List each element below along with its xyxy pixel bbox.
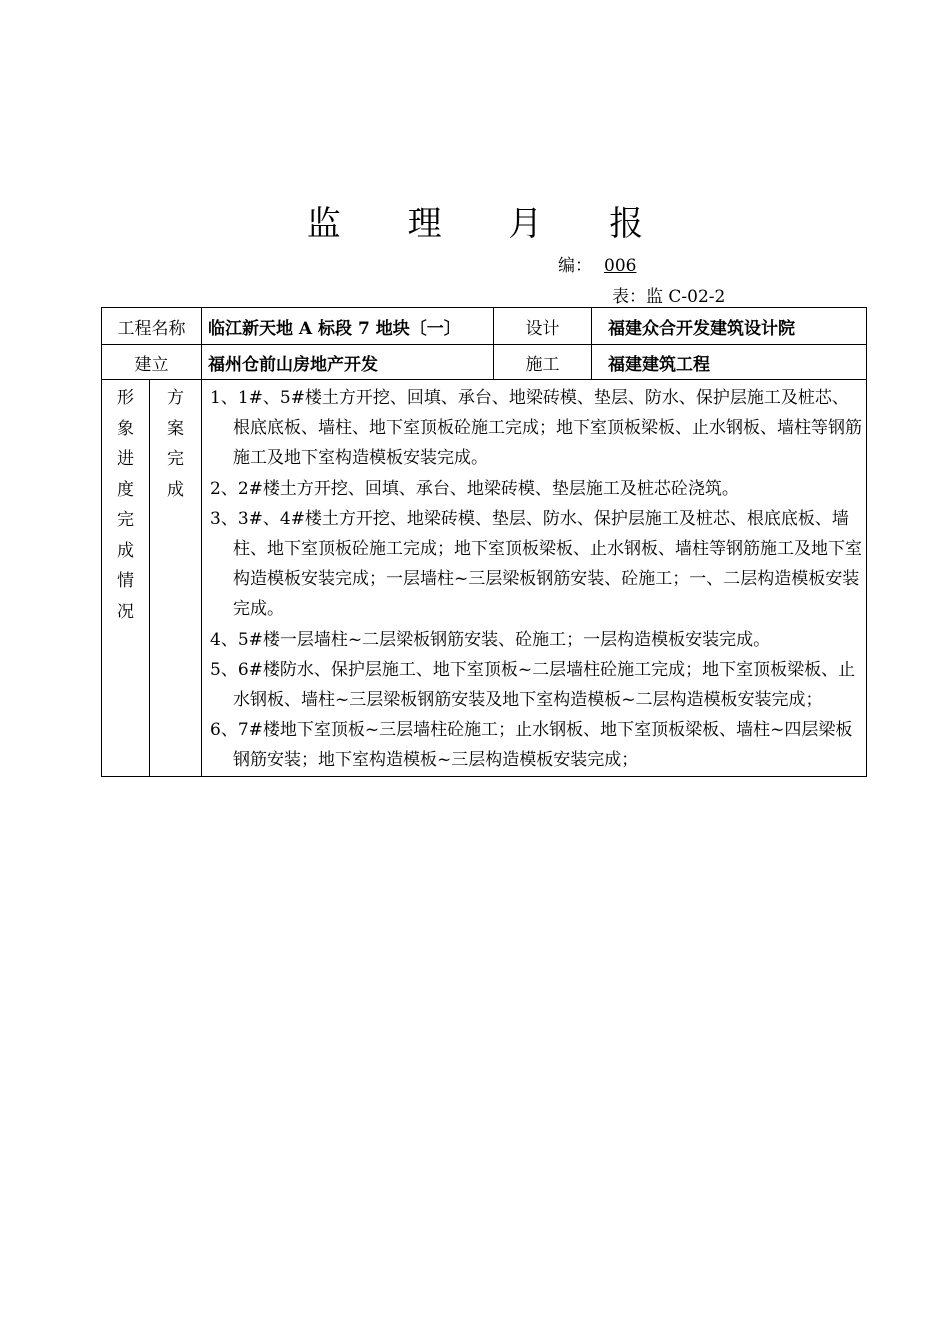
project-name-value: 临江新天地 A 标段 7 地块〔一〕 bbox=[202, 308, 494, 345]
progress-item: 6、7#楼地下室顶板~三层墙柱砼施工；止水钢板、地下室顶板梁板、墙柱~四层梁板钢筋安装；地下室构造模板~三层构造模板安装完成； bbox=[210, 720, 853, 771]
progress-content bbox=[202, 380, 867, 777]
table-row bbox=[102, 345, 867, 380]
progress-section-label bbox=[102, 380, 150, 777]
label-char: 进 bbox=[117, 449, 134, 469]
owner-value: 福州仓前山房地产开发 bbox=[202, 345, 494, 380]
progress-item: 2、2#楼土方开挖、回填、承台、地梁砖模、垫层施工及桩芯砼浇筑。 bbox=[210, 478, 739, 499]
serial-label: 编： bbox=[558, 256, 592, 276]
label-char: 成 bbox=[117, 540, 134, 561]
label-char: 情 bbox=[117, 571, 134, 591]
page-title: 监 理 月 报 bbox=[306, 204, 672, 244]
owner-label: 建立 bbox=[102, 345, 202, 380]
label-char: 案 bbox=[167, 418, 184, 439]
label-char: 象 bbox=[117, 418, 134, 439]
serial-number bbox=[558, 251, 644, 276]
serial-value: 006 bbox=[604, 256, 637, 276]
label-char: 完 bbox=[167, 449, 184, 469]
label-char: 度 bbox=[117, 479, 134, 500]
design-label: 设计 bbox=[494, 308, 592, 345]
plan-completion-label bbox=[150, 380, 202, 777]
report-table bbox=[101, 307, 867, 777]
label-char: 完 bbox=[117, 510, 134, 530]
progress-item: 5、6#楼防水、保护层施工、地下室顶板~二层墙柱砼施工完成；地下室顶板梁板、止水钢板、墙柱~三层梁板钢筋安装及地下室构造模板~二层构造模板安装完成； bbox=[210, 659, 856, 711]
progress-item: 4、5#楼一层墙柱~二层梁板钢筋安装、砼施工；一层构造模板安装完成。 bbox=[210, 629, 771, 650]
table-row bbox=[102, 380, 867, 777]
form-number: 表：监 C-02-2 bbox=[612, 287, 726, 307]
table-row bbox=[102, 308, 867, 345]
label-char: 成 bbox=[167, 479, 184, 500]
construction-value: 福建建筑工程 bbox=[592, 345, 867, 380]
project-name-label: 工程名称 bbox=[102, 308, 202, 345]
design-value: 福建众合开发建筑设计院 bbox=[592, 308, 867, 345]
label-char: 况 bbox=[117, 601, 134, 622]
progress-item: 1、1#、5#楼土方开挖、回填、承台、地梁砖模、垫层、防水、保护层施工及桩芯、根底底板、墙柱、地下室顶板砼施工完成；地下室顶板梁板、止水钢板、墙柱等钢筋施工及地下室构造模板安装完成。 bbox=[210, 388, 862, 469]
progress-item: 3、3#、4#楼土方开挖、地梁砖模、垫层、防水、保护层施工及桩芯、根底底板、墙柱、地下室顶板砼施工完成；地下室顶板梁板、止水钢板、墙柱等钢筋施工及地下室构造模板安装完成；一层墙柱~三层梁板钢筋安装、砼施工；一、二层构造模板安装完成。 bbox=[210, 508, 862, 620]
label-char: 形 bbox=[117, 388, 134, 408]
label-char: 方 bbox=[167, 388, 184, 408]
construction-label: 施工 bbox=[494, 345, 592, 380]
